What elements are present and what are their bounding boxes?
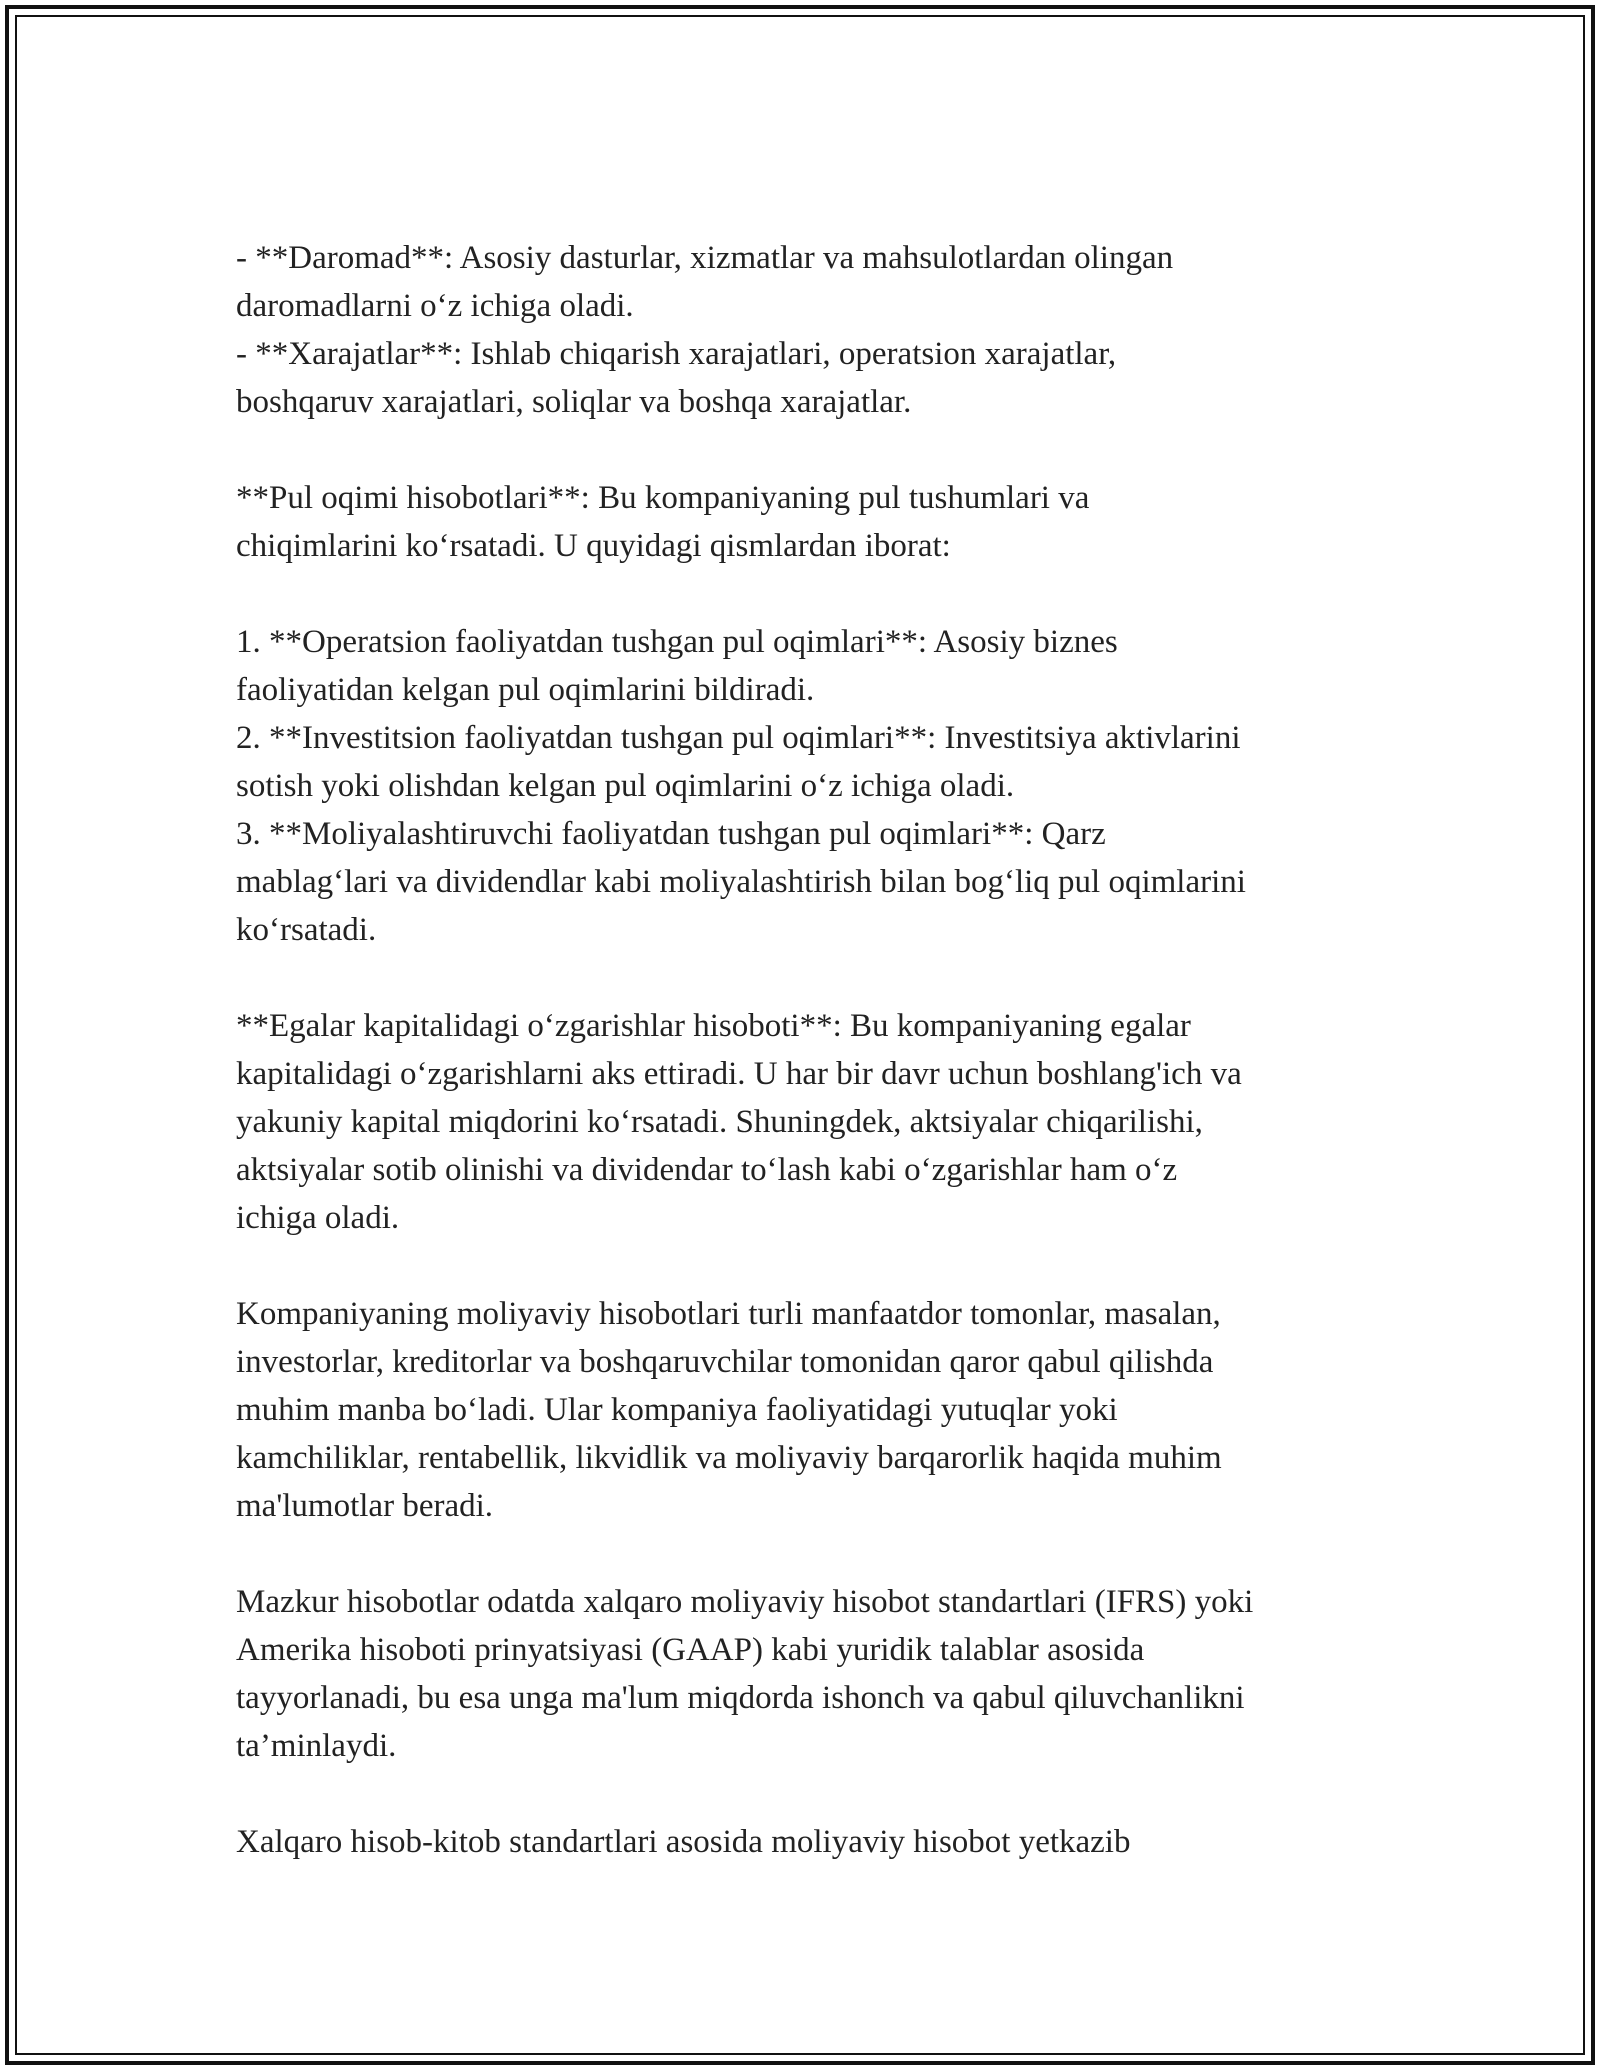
text-line: Amerika hisoboti prinyatsiyasi (GAAP) kabi yuridik talablar asosida <box>236 1632 1145 1668</box>
text-line: ta’minlaydi. <box>236 1728 397 1764</box>
text-line: 3. **Moliyalashtiruvchi faoliyatdan tushgan pul oqimlari**: Qarz <box>236 816 1106 852</box>
text-line: faoliyatidan kelgan pul oqimlarini bildiradi. <box>236 672 815 708</box>
text-line: - **Daromad**: Asosiy dasturlar, xizmatlar va mahsulotlardan olingan <box>236 240 1174 276</box>
paragraph-equity-changes <box>236 1002 1386 1242</box>
text-line: sotish yoki olishdan kelgan pul oqimlarini o‘z ichiga oladi. <box>236 768 1015 804</box>
text-line: mablag‘lari va dividendlar kabi moliyalashtirish bilan bog‘liq pul oqimlarini <box>236 864 1246 900</box>
text-line: kamchiliklar, rentabellik, likvidlik va moliyaviy barqarorlik haqida muhim <box>236 1440 1222 1476</box>
text-line: tayyorlanadi, bu esa unga ma'lum miqdorda ishonch va qabul qiluvchanlikni <box>236 1680 1245 1716</box>
text-line: muhim manba bo‘ladi. Ular kompaniya faoliyatidagi yutuqlar yoki <box>236 1392 1118 1428</box>
paragraph-international-standards <box>236 1818 1386 1866</box>
text-line: boshqaruv xarajatlari, soliqlar va boshqa xarajatlar. <box>236 384 912 420</box>
paragraph-income-expenses <box>236 234 1386 426</box>
text-line: ko‘rsatadi. <box>236 912 377 948</box>
document-body <box>236 234 1386 1914</box>
text-line: yakuniy kapital miqdorini ko‘rsatadi. Shuningdek, aktsiyalar chiqarilishi, <box>236 1104 1203 1140</box>
text-line: - **Xarajatlar**: Ishlab chiqarish xarajatlari, operatsion xarajatlar, <box>236 336 1117 372</box>
text-line: 1. **Operatsion faoliyatdan tushgan pul oqimlari**: Asosiy biznes <box>236 624 1118 660</box>
text-line: **Pul oqimi hisobotlari**: Bu kompaniyaning pul tushumlari va <box>236 480 1090 516</box>
text-line: chiqimlarini ko‘rsatadi. U quyidagi qismlardan iborat: <box>236 528 951 564</box>
text-line: **Egalar kapitalidagi o‘zgarishlar hisoboti**: Bu kompaniyaning egalar <box>236 1008 1191 1044</box>
text-line: investorlar, kreditorlar va boshqaruvchilar tomonidan qaror qabul qilishda <box>236 1344 1214 1380</box>
text-line: aktsiyalar sotib olinishi va dividendar to‘lash kabi o‘zgarishlar ham o‘z <box>236 1152 1178 1188</box>
text-line: daromadlarni o‘z ichiga oladi. <box>236 288 634 324</box>
text-line: ma'lumotlar beradi. <box>236 1488 494 1524</box>
text-line: 2. **Investitsion faoliyatdan tushgan pul oqimlari**: Investitsiya aktivlarini <box>236 720 1241 756</box>
paragraph-stakeholders <box>236 1290 1386 1530</box>
text-line: Kompaniyaning moliyaviy hisobotlari turli manfaatdor tomonlar, masalan, <box>236 1296 1221 1332</box>
text-line: Mazkur hisobotlar odatda xalqaro moliyaviy hisobot standartlari (IFRS) yoki <box>236 1584 1254 1620</box>
text-line: kapitalidagi o‘zgarishlarni aks ettiradi. U har bir davr uchun boshlang'ich va <box>236 1056 1242 1092</box>
paragraph-standards <box>236 1578 1386 1770</box>
paragraph-cash-flow-list <box>236 618 1386 954</box>
paragraph-cash-flow <box>236 474 1386 570</box>
text-line: ichiga oladi. <box>236 1200 400 1236</box>
text-line: Xalqaro hisob-kitob standartlari asosida moliyaviy hisobot yetkazib <box>236 1824 1131 1860</box>
